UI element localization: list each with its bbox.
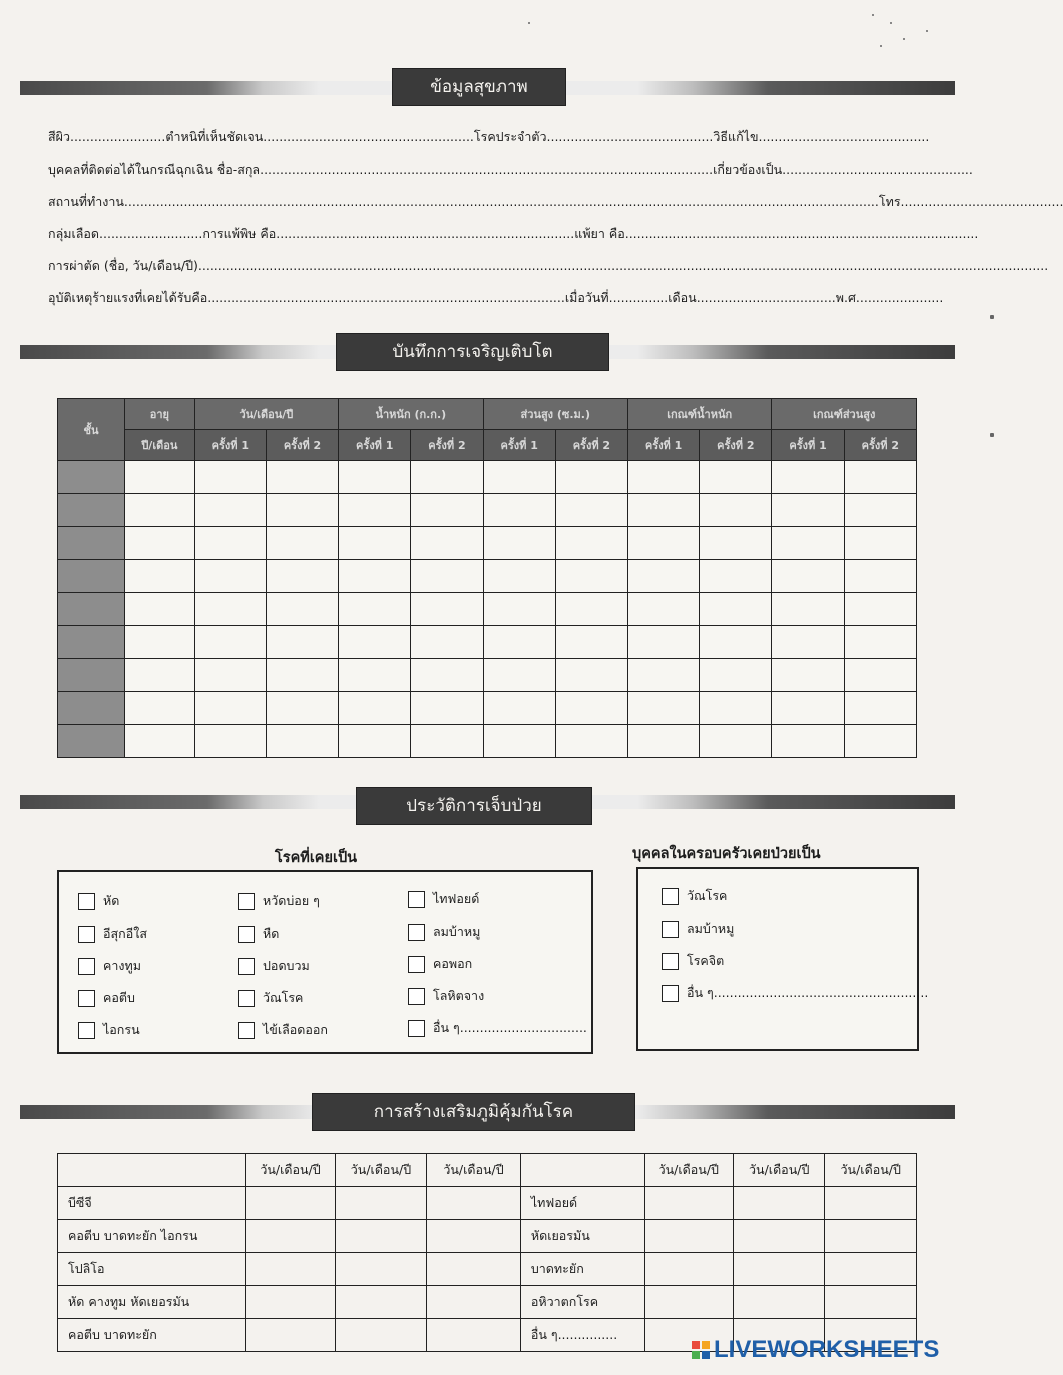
illness-item[interactable]: อีสุกอีใส [78,924,147,944]
family-illness-heading: บุคคลในครอบครัวเคยป่วยเป็น [632,846,821,862]
table-row [58,725,917,758]
grade-cell [58,560,125,593]
checkbox[interactable] [238,893,255,910]
date-header: วัน/เดือน/ปี [733,1154,824,1187]
entry-cell[interactable] [628,527,700,560]
illness-item[interactable]: หัด [78,891,119,911]
illness-item[interactable]: โลหิตจาง [408,986,484,1006]
group-header: ส่วนสูง (ซ.ม.) [483,399,627,430]
entry-cell[interactable] [555,560,627,593]
entry-cell[interactable] [483,461,555,494]
entry-cell[interactable] [483,692,555,725]
entry-cell[interactable] [772,560,844,593]
family-illness-item[interactable]: โรคจิต [662,951,724,971]
entry-cell[interactable] [194,725,266,758]
table-row [58,659,917,692]
sub-header: ครั้งที่ 1 [483,430,555,461]
entry-cell[interactable] [483,725,555,758]
entry-cell[interactable] [194,626,266,659]
entry-cell[interactable] [555,725,627,758]
entry-cell[interactable] [700,659,772,692]
date-header: วัน/เดือน/ปี [427,1154,521,1187]
entry-cell[interactable] [844,593,916,626]
checkbox[interactable] [408,988,425,1005]
entry-cell[interactable] [483,626,555,659]
logo-text: LIVEWORKSHEETS [714,1336,940,1363]
group-header: อายุ [125,399,195,430]
entry-cell[interactable] [125,527,195,560]
entry-cell[interactable] [772,593,844,626]
entry-cell[interactable] [125,626,195,659]
illness-item[interactable]: คอพอก [408,954,472,974]
illness-item[interactable]: วัณโรค [238,988,303,1008]
entry-cell[interactable] [772,725,844,758]
entry-cell[interactable] [339,494,411,527]
entry-cell[interactable] [339,659,411,692]
entry-cell[interactable] [125,494,195,527]
table-row [58,494,917,527]
group-header: น้ำหนัก (ก.ก.) [339,399,483,430]
checkbox[interactable] [408,956,425,973]
checkbox[interactable] [78,958,95,975]
info-line-surgery: การผ่าตัด (ชื่อ, วัน/เดือน/ปี)...................................................................................................................................................................................................................... [48,258,1049,273]
entry-cell[interactable] [339,725,411,758]
entry-cell[interactable] [700,560,772,593]
grade-cell [58,461,125,494]
entry-cell[interactable] [772,494,844,527]
entry-cell[interactable] [125,659,195,692]
illness-item[interactable]: ไทฟอยด์ [408,889,479,909]
vaccine-label: บีซีจี [58,1187,246,1220]
entry-cell[interactable] [844,659,916,692]
entry-cell[interactable] [844,725,916,758]
grade-cell [58,494,125,527]
entry-cell[interactable] [194,527,266,560]
entry-cell[interactable] [700,593,772,626]
entry-cell[interactable] [844,626,916,659]
sub-header: ครั้งที่ 2 [700,430,772,461]
entry-cell[interactable] [555,527,627,560]
entry-cell[interactable] [411,725,483,758]
entry-cell[interactable] [339,593,411,626]
entry-cell[interactable] [266,725,338,758]
checkbox[interactable] [662,921,679,938]
entry-cell[interactable] [266,461,338,494]
table-row [58,626,917,659]
illness-item[interactable]: ไข้เลือดออก [238,1020,328,1040]
vaccine-label: โปลิโอ [58,1253,246,1286]
grade-cell [58,593,125,626]
info-line-accident: อุบัติเหตุร้ายแรงที่เคยได้รับคือ..........................................................................................เมื่อวันที่...............เดือน...................................พ.ศ...................... [48,290,944,305]
grade-cell [58,527,125,560]
entry-cell[interactable] [844,692,916,725]
checkbox[interactable] [408,891,425,908]
grade-cell [58,659,125,692]
entry-cell[interactable] [844,461,916,494]
entry-cell[interactable] [555,494,627,527]
entry-cell[interactable] [700,626,772,659]
entry-cell[interactable] [555,692,627,725]
table-row [58,1253,917,1286]
entry-cell[interactable] [411,593,483,626]
date-header: วัน/เดือน/ปี [825,1154,917,1187]
checkbox[interactable] [238,990,255,1007]
immunization-table [57,1153,917,1352]
logo-icon [692,1341,710,1359]
entry-cell[interactable] [266,560,338,593]
entry-cell[interactable] [125,593,195,626]
entry-cell[interactable] [772,692,844,725]
sub-header: ครั้งที่ 2 [555,430,627,461]
grade-cell [58,692,125,725]
entry-cell[interactable] [266,659,338,692]
date-header: วัน/เดือน/ปี [335,1154,426,1187]
entry-cell[interactable] [339,461,411,494]
entry-cell[interactable] [411,560,483,593]
entry-cell[interactable] [700,725,772,758]
checkbox[interactable] [78,1022,95,1039]
grade-header: ชั้น [58,399,125,461]
entry-cell[interactable] [628,494,700,527]
entry-cell[interactable] [700,527,772,560]
info-line-skin: สีผิว........................ตำหนิที่เห็นชัดเจน.....................................................โรคประจำตัว..........................................วิธีแก้ไข........................................... [48,129,930,144]
entry-cell[interactable] [266,626,338,659]
grade-cell [58,626,125,659]
checkbox[interactable] [662,888,679,905]
sub-header: ครั้งที่ 1 [628,430,700,461]
entry-cell[interactable] [125,461,195,494]
entry-cell[interactable] [628,692,700,725]
entry-cell[interactable] [339,527,411,560]
info-line-blood-group: กลุ่มเลือด..........................การแพ้พิษ คือ...........................................................................แพ้ยา คือ......................................................................................... [48,226,979,241]
entry-cell[interactable] [628,626,700,659]
entry-cell[interactable] [194,659,266,692]
entry-cell[interactable] [700,461,772,494]
illness-item[interactable]: คางทูม [78,956,141,976]
entry-cell[interactable] [844,560,916,593]
illness-item[interactable]: ไอกรน [78,1020,140,1040]
family-illness-item[interactable]: ลมบ้าหมู [662,919,734,939]
entry-cell[interactable] [772,527,844,560]
growth-table [57,398,917,758]
entry-cell[interactable] [194,461,266,494]
section-title-illness: ประวัติการเจ็บป่วย [356,787,592,825]
illness-item[interactable]: ปอดบวม [238,956,310,976]
entry-cell[interactable] [483,593,555,626]
entry-cell[interactable] [700,494,772,527]
entry-cell[interactable] [628,593,700,626]
illness-item[interactable]: หวัดบ่อย ๆ [238,891,320,911]
liveworksheets-logo[interactable] [692,1336,939,1364]
entry-cell[interactable] [194,560,266,593]
date-header: วัน/เดือน/ปี [246,1154,335,1187]
entry-cell[interactable] [844,494,916,527]
group-header: เกณฑ์น้ำหนัก [628,399,772,430]
checkbox[interactable] [78,926,95,943]
entry-cell[interactable] [628,725,700,758]
entry-cell[interactable] [194,494,266,527]
checkbox[interactable] [238,1022,255,1039]
sub-header: ครั้งที่ 2 [266,430,338,461]
table-row [58,560,917,593]
entry-cell[interactable] [483,494,555,527]
date-header: วัน/เดือน/ปี [644,1154,733,1187]
vaccine-label: หัด คางทูม หัดเยอรมัน [58,1286,246,1319]
entry-cell[interactable] [628,461,700,494]
section-title-growth: บันทึกการเจริญเติบโต [336,333,609,371]
vaccine-label: ไทฟอยด์ [520,1187,644,1220]
info-line-emergency-contact: บุคคลที่ติดต่อได้ในกรณีฉุกเฉิน ชื่อ-สกุล..................................................................................................................เกี่ยวข้องเป็น................................................ [48,162,973,177]
table-row [58,1187,917,1220]
checkbox[interactable] [662,985,679,1002]
entry-cell[interactable] [772,461,844,494]
sub-header: ครั้งที่ 2 [411,430,483,461]
own-illness-heading: โรคที่เคยเป็น [275,850,358,866]
entry-cell[interactable] [555,461,627,494]
entry-cell[interactable] [555,626,627,659]
entry-cell[interactable] [411,692,483,725]
entry-cell[interactable] [266,494,338,527]
sub-header: ครั้งที่ 1 [339,430,411,461]
group-header: วัน/เดือน/ปี [194,399,338,430]
sub-header: ปี/เดือน [125,430,195,461]
illness-item[interactable]: อื่น ๆ................................ [408,1018,587,1038]
entry-cell[interactable] [772,626,844,659]
info-line-workplace: สถานที่ทำงาน..............................................................................................................................................................................................โทร......................................... [48,194,1063,209]
checkbox[interactable] [238,926,255,943]
sub-header: ครั้งที่ 1 [772,430,844,461]
entry-cell[interactable] [339,692,411,725]
vaccine-label: คอตีบ บาดทะยัก ไอกรน [58,1220,246,1253]
entry-cell[interactable] [844,527,916,560]
vaccine-label: อื่น ๆ............... [520,1319,644,1352]
entry-cell[interactable] [411,494,483,527]
entry-cell[interactable] [700,692,772,725]
grade-cell [58,725,125,758]
group-header: เกณฑ์ส่วนสูง [772,399,917,430]
table-row [58,527,917,560]
entry-cell[interactable] [483,560,555,593]
sub-header: ครั้งที่ 2 [844,430,916,461]
family-illness-item[interactable]: อื่น ๆ...................................................... [662,983,928,1003]
entry-cell[interactable] [125,725,195,758]
entry-cell[interactable] [555,593,627,626]
family-illness-item[interactable]: วัณโรค [662,886,727,906]
entry-cell[interactable] [194,692,266,725]
entry-cell[interactable] [483,527,555,560]
checkbox[interactable] [408,1020,425,1037]
table-row [58,692,917,725]
illness-item[interactable]: ลมบ้าหมู [408,922,480,942]
checkbox[interactable] [408,924,425,941]
vaccine-label: หัดเยอรมัน [520,1220,644,1253]
checkbox[interactable] [662,953,679,970]
vaccine-label: คอตีบ บาดทะยัก [58,1319,246,1352]
entry-cell[interactable] [628,659,700,692]
entry-cell[interactable] [266,527,338,560]
vaccine-label: บาดทะยัก [520,1253,644,1286]
table-row [58,1220,917,1253]
table-row [58,1286,917,1319]
entry-cell[interactable] [483,659,555,692]
entry-cell[interactable] [194,593,266,626]
entry-cell[interactable] [339,626,411,659]
entry-cell[interactable] [125,560,195,593]
checkbox[interactable] [78,990,95,1007]
section-title-health: ข้อมูลสุขภาพ [392,68,566,106]
entry-cell[interactable] [628,560,700,593]
checkbox[interactable] [78,893,95,910]
table-row [58,461,917,494]
entry-cell[interactable] [266,692,338,725]
entry-cell[interactable] [411,527,483,560]
section-title-immunization: การสร้างเสริมภูมิคุ้มกันโรค [312,1093,635,1131]
entry-cell[interactable] [555,659,627,692]
entry-cell[interactable] [411,626,483,659]
sub-header: ครั้งที่ 1 [194,430,266,461]
entry-cell[interactable] [125,692,195,725]
entry-cell[interactable] [411,659,483,692]
checkbox[interactable] [238,958,255,975]
entry-cell[interactable] [411,461,483,494]
vaccine-label: อหิวาตกโรค [520,1286,644,1319]
illness-item[interactable]: หืด [238,924,279,944]
illness-item[interactable]: คอตีบ [78,988,135,1008]
table-row [58,593,917,626]
entry-cell[interactable] [772,659,844,692]
entry-cell[interactable] [266,593,338,626]
entry-cell[interactable] [339,560,411,593]
